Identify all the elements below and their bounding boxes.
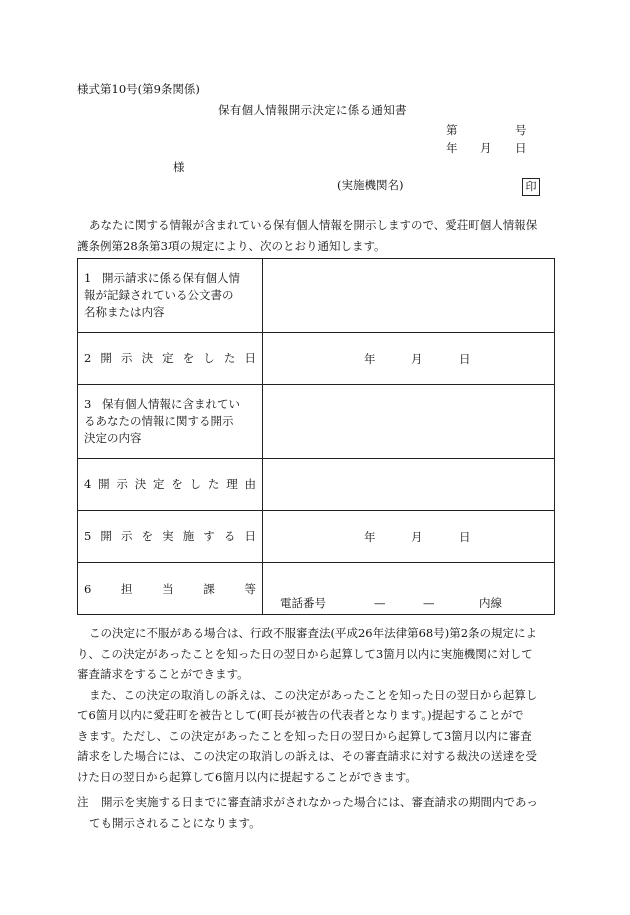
doc-number-prefix: 第: [446, 123, 458, 137]
addressee-suffix: 様: [173, 160, 185, 174]
row-number: 6: [84, 582, 92, 596]
label-line: るあなたの情報に関する開示: [84, 414, 234, 428]
date-day: 日: [459, 351, 471, 366]
label-char: 開: [98, 477, 110, 491]
notice-form-table: [77, 258, 555, 615]
row-number: 5: [84, 529, 92, 543]
note-line: ても開示されることになります。: [89, 815, 261, 830]
row-2-value[interactable]: [263, 333, 555, 385]
label-line: 開示請求に係る保有個人情: [102, 271, 240, 285]
phone-dash: —: [423, 596, 435, 610]
table-row: [78, 333, 555, 385]
label-char: 定: [162, 351, 174, 365]
notice-line: て6箇月以内に愛荘町を被告として(町長が被告の代表者となります。)提起することがで: [77, 708, 524, 722]
row-1-label: [78, 259, 263, 333]
row-4-value[interactable]: [263, 459, 555, 511]
notice-line: 請求をした場合には、この決定の取消しの訴えは、その審査請求に対する裁決の送達を受: [77, 749, 537, 763]
phone-extension-label: 内線: [479, 596, 502, 610]
label-char: 開: [100, 351, 112, 365]
row-4-label: [78, 459, 263, 511]
notice-line: この決定に不服がある場合は、行政不服審査法(平成26年法律第68号)第2条の規定によ: [89, 626, 538, 640]
label-line: 保有個人情報に含まれてい: [102, 397, 240, 411]
date-year: 年: [364, 351, 376, 366]
phone-label: 電話番号: [280, 596, 326, 610]
issue-date-year: 年: [446, 141, 458, 155]
note-line: 開示を実施する日までに審査請求がされなかった場合には、審査請求の期間内であっ: [101, 795, 538, 809]
label-char: し: [203, 351, 215, 365]
agency-name-label: (実施機関名): [337, 178, 404, 192]
seal-mark: 印: [522, 178, 540, 196]
row-1-value[interactable]: [263, 259, 555, 333]
label-char: 定: [153, 477, 165, 491]
label-char: 等: [244, 582, 256, 596]
intro-line: 護条例第28条第3項の規定により、次のとおり通知します。: [77, 238, 386, 253]
issue-date-day: 日: [515, 141, 527, 155]
row-number: 4: [84, 477, 92, 491]
label-char: 担: [120, 582, 133, 596]
label-line: 決定の内容: [84, 431, 142, 445]
notice-line: きます。ただし、この決定があったことを知った日の翌日から起算して3箇月以内に審査: [77, 728, 532, 743]
table-row: [78, 511, 555, 563]
phone-dash: —: [374, 596, 386, 610]
notice-line: 審査請求をすることができます。: [77, 667, 249, 681]
table-row: [78, 563, 555, 615]
label-char: を: [171, 477, 183, 491]
doc-number-suffix: 号: [515, 123, 527, 137]
label-char: 示: [120, 351, 133, 365]
label-char: 決: [134, 477, 147, 491]
table-row: [78, 259, 555, 333]
intro-paragraph: [77, 215, 553, 256]
label-char: た: [223, 351, 236, 365]
row-3-label: [78, 385, 263, 459]
notice-line: けた日の翌日から起算して6箇月以内に提起することができます。: [77, 769, 417, 784]
note-text: [89, 792, 553, 833]
label-line: 報が記録されている公文書の: [84, 288, 234, 302]
label-char: し: [189, 477, 202, 491]
label-char: 当: [162, 582, 174, 596]
label-char: 由: [244, 477, 256, 491]
label-char: る: [223, 529, 236, 543]
form-number: 様式第10号(第9条関係): [77, 82, 200, 96]
label-char: 示: [116, 477, 128, 491]
label-char: た: [207, 477, 220, 491]
label-char: 実: [162, 529, 174, 543]
table-row: [78, 385, 555, 459]
notice-line: また、この決定の取消しの訴えは、この決定があったことを知った日の翌日から起算し: [89, 687, 538, 702]
label-char: 理: [226, 477, 238, 491]
row-6-value[interactable]: [263, 563, 555, 615]
note-prefix: 注: [77, 795, 89, 809]
intro-line: あなたに関する情報が含まれている保有個人情報を開示しますので、愛荘町個人情報保: [89, 218, 538, 232]
document-title: 保有個人情報開示決定に係る通知書: [218, 103, 407, 117]
label-char: 日: [244, 351, 256, 365]
date-day: 日: [459, 529, 471, 544]
label-char: を: [141, 529, 154, 543]
row-number: 3: [84, 397, 92, 411]
label-char: 課: [203, 582, 215, 596]
table-row: [78, 459, 555, 511]
row-3-value[interactable]: [263, 385, 555, 459]
label-char: す: [203, 529, 215, 543]
date-year: 年: [364, 529, 376, 544]
row-5-value[interactable]: [263, 511, 555, 563]
row-number: 2: [84, 351, 92, 365]
label-char: 示: [120, 529, 133, 543]
row-6-label: [78, 563, 263, 615]
label-char: 開: [100, 529, 112, 543]
date-month: 月: [411, 529, 423, 544]
label-char: 日: [244, 529, 256, 543]
issue-date-month: 月: [480, 141, 492, 155]
label-line: 名称または内容: [84, 305, 165, 319]
label-char: を: [182, 351, 195, 365]
label-char: 決: [141, 351, 154, 365]
row-number: 1: [84, 271, 92, 285]
date-month: 月: [411, 351, 423, 366]
row-5-label: [78, 511, 263, 563]
appeal-notice: [77, 623, 553, 787]
notice-line: り、この決定があったことを知った日の翌日から起算して3箇月以内に実施機関に対して: [77, 646, 533, 661]
label-char: 施: [182, 529, 195, 543]
row-2-label: [78, 333, 263, 385]
